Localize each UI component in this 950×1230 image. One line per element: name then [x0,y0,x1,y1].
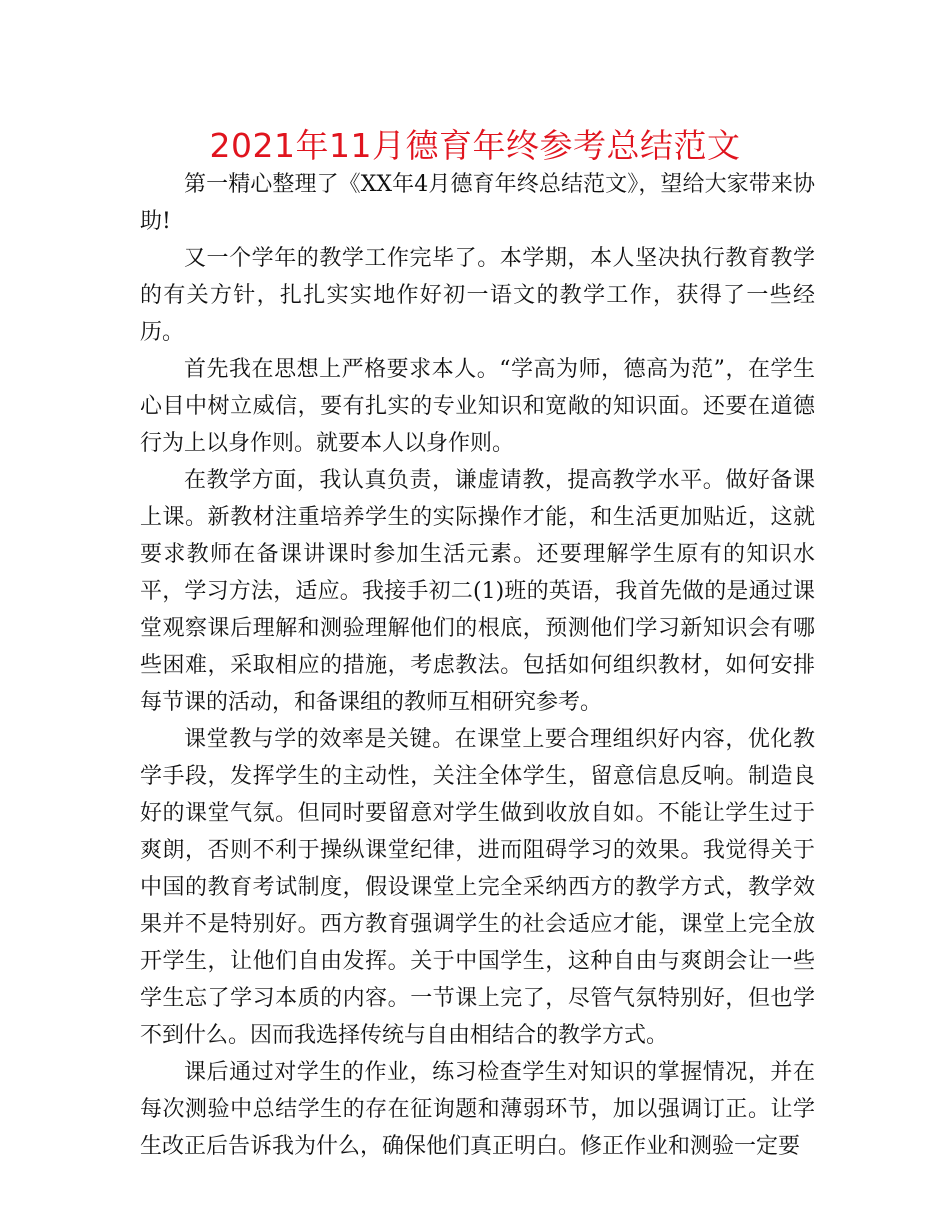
paragraph-homework: 课后通过对学生的作业，练习检查学生对知识的掌握情况，并在每次测验中总结学生的存在征询题和薄弱环节，加以强调订正。让学生改正后告诉我为什么，确保他们真正明白。修正作业和测验一定要 [140,1060,815,1159]
paragraph-ideology: 首先我在思想上严格要求本人。“学高为师，德高为范”，在学生心目中树立威信，要有扎实的专业知识和宽敞的知识面。还要在道德行为上以身作则。就要本人以身作则。 [140,357,815,456]
paragraph-teaching: 在教学方面，我认真负责，谦虚请教，提高教学水平。做好备课上课。新教材注重培养学生的实际操作才能，和生活更加贴近，这就要求教师在备课讲课时参加生活元素。还要理解学生原有的知识水平，学习方法，适应。我接手初二(1)班的英语，我首先做的是通过课堂观察课后理解和测验理解他们的根底，预测他们学习新知识会有哪些困难，采取相应的措施，考虑教法。包括如何组织教材，如何安排每节课的活动，和备课组的教师互相研究参考。 [140,468,815,715]
document-body [140,166,815,1165]
document-title: 2021年11月德育年终参考总结范文 [209,126,741,165]
paragraph-semester: 又一个学年的教学工作完毕了。本学期，本人坚决执行教育教学的有关方针，扎扎实实地作好初一语文的教学工作，获得了一些经历。 [140,246,815,345]
paragraph-classroom: 课堂教与学的效率是关键。在课堂上要合理组织好内容，优化教学手段，发挥学生的主动性，关注全体学生，留意信息反响。制造良好的课堂气氛。但同时要留意对学生做到收放自如。不能让学生过于爽朗，否则不利于操纵课堂纪律，进而阻碍学习的效果。我觉得关于中国的教育考试制度，假设课堂上完全采纳西方的教学方式，教学效果并不是特别好。西方教育强调学生的社会适应才能，课堂上完全放开学生，让他们自由发挥。关于中国学生，这种自由与爽朗会让一些学生忘了学习本质的内容。一节课上完了，尽管气氛特别好，但也学不到什么。因而我选择传统与自由相结合的教学方式。 [140,727,815,1048]
paragraph-intro: 第一精心整理了《XX年4月德育年终总结范文》，望给大家带来协助! [140,172,815,234]
